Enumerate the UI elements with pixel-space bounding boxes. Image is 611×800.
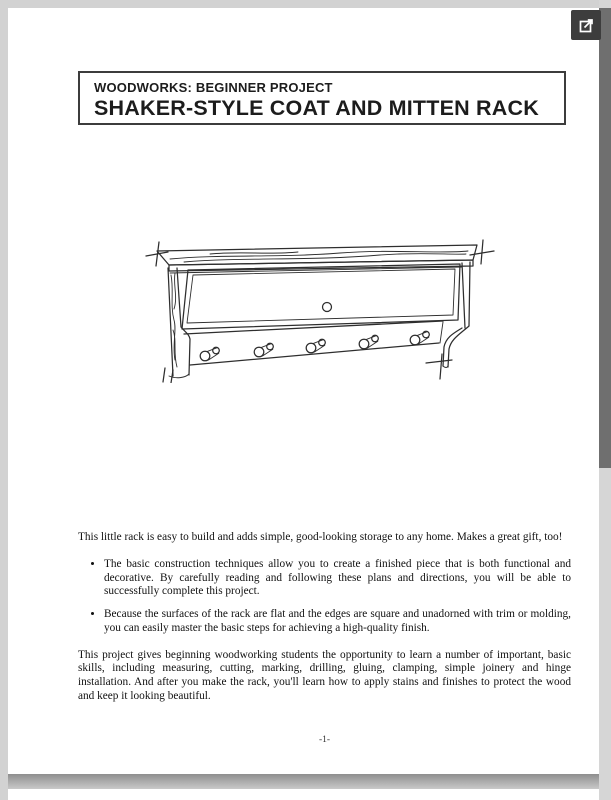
- scrollbar-thumb[interactable]: [599, 8, 611, 468]
- peg: [254, 343, 273, 357]
- peg: [359, 335, 378, 349]
- peg: [200, 347, 219, 361]
- hanging-pegs: [200, 331, 429, 361]
- feature-item: • Because the surfaces of the rack are flat and the edges are square and unadorned with trim or molding, you can easily master the basic steps for achieving a high-quality finish.: [104, 608, 571, 636]
- open-in-new-button[interactable]: [571, 10, 601, 40]
- document-page: [8, 8, 599, 774]
- body-text: [78, 531, 571, 717]
- title-box: [78, 71, 566, 125]
- panel-knob: [323, 303, 332, 312]
- rack-illustration: [140, 235, 512, 383]
- feature-item: • The basic construction techniques allow you to create a finished piece that is both functional and decorative. By carefully reading and following these plans and directions, you will be able to successfully complete this project.: [104, 558, 571, 599]
- next-page-preview: [8, 789, 599, 800]
- page-gap: [8, 774, 599, 789]
- peg: [306, 339, 325, 353]
- closing-paragraph: This project gives beginning woodworking students the opportunity to learn a number of important, basic skills, including measuring, cutting, marking, drilling, gluing, clamping, simple joinery and hinge installation. And after you make the rack, you'll learn how to apply stains and finishes to protect the wood and keep it looking beautiful.: [78, 648, 571, 703]
- project-category: WOODWORKS: BEGINNER PROJECT: [94, 80, 333, 95]
- peg: [410, 331, 429, 345]
- scrollbar-track[interactable]: [599, 0, 611, 800]
- open-in-new-icon: [578, 17, 595, 34]
- right-bracket: [443, 326, 469, 368]
- front-panel: [182, 264, 460, 329]
- feature-list: [78, 558, 571, 636]
- page-title: SHAKER-STYLE COAT AND MITTEN RACK: [94, 96, 539, 120]
- intro-paragraph: This little rack is easy to build and adds simple, good-looking storage to any home. Makes a great gift, too!: [78, 531, 563, 543]
- page-number: -1-: [318, 735, 331, 745]
- right-end-board: [462, 262, 470, 328]
